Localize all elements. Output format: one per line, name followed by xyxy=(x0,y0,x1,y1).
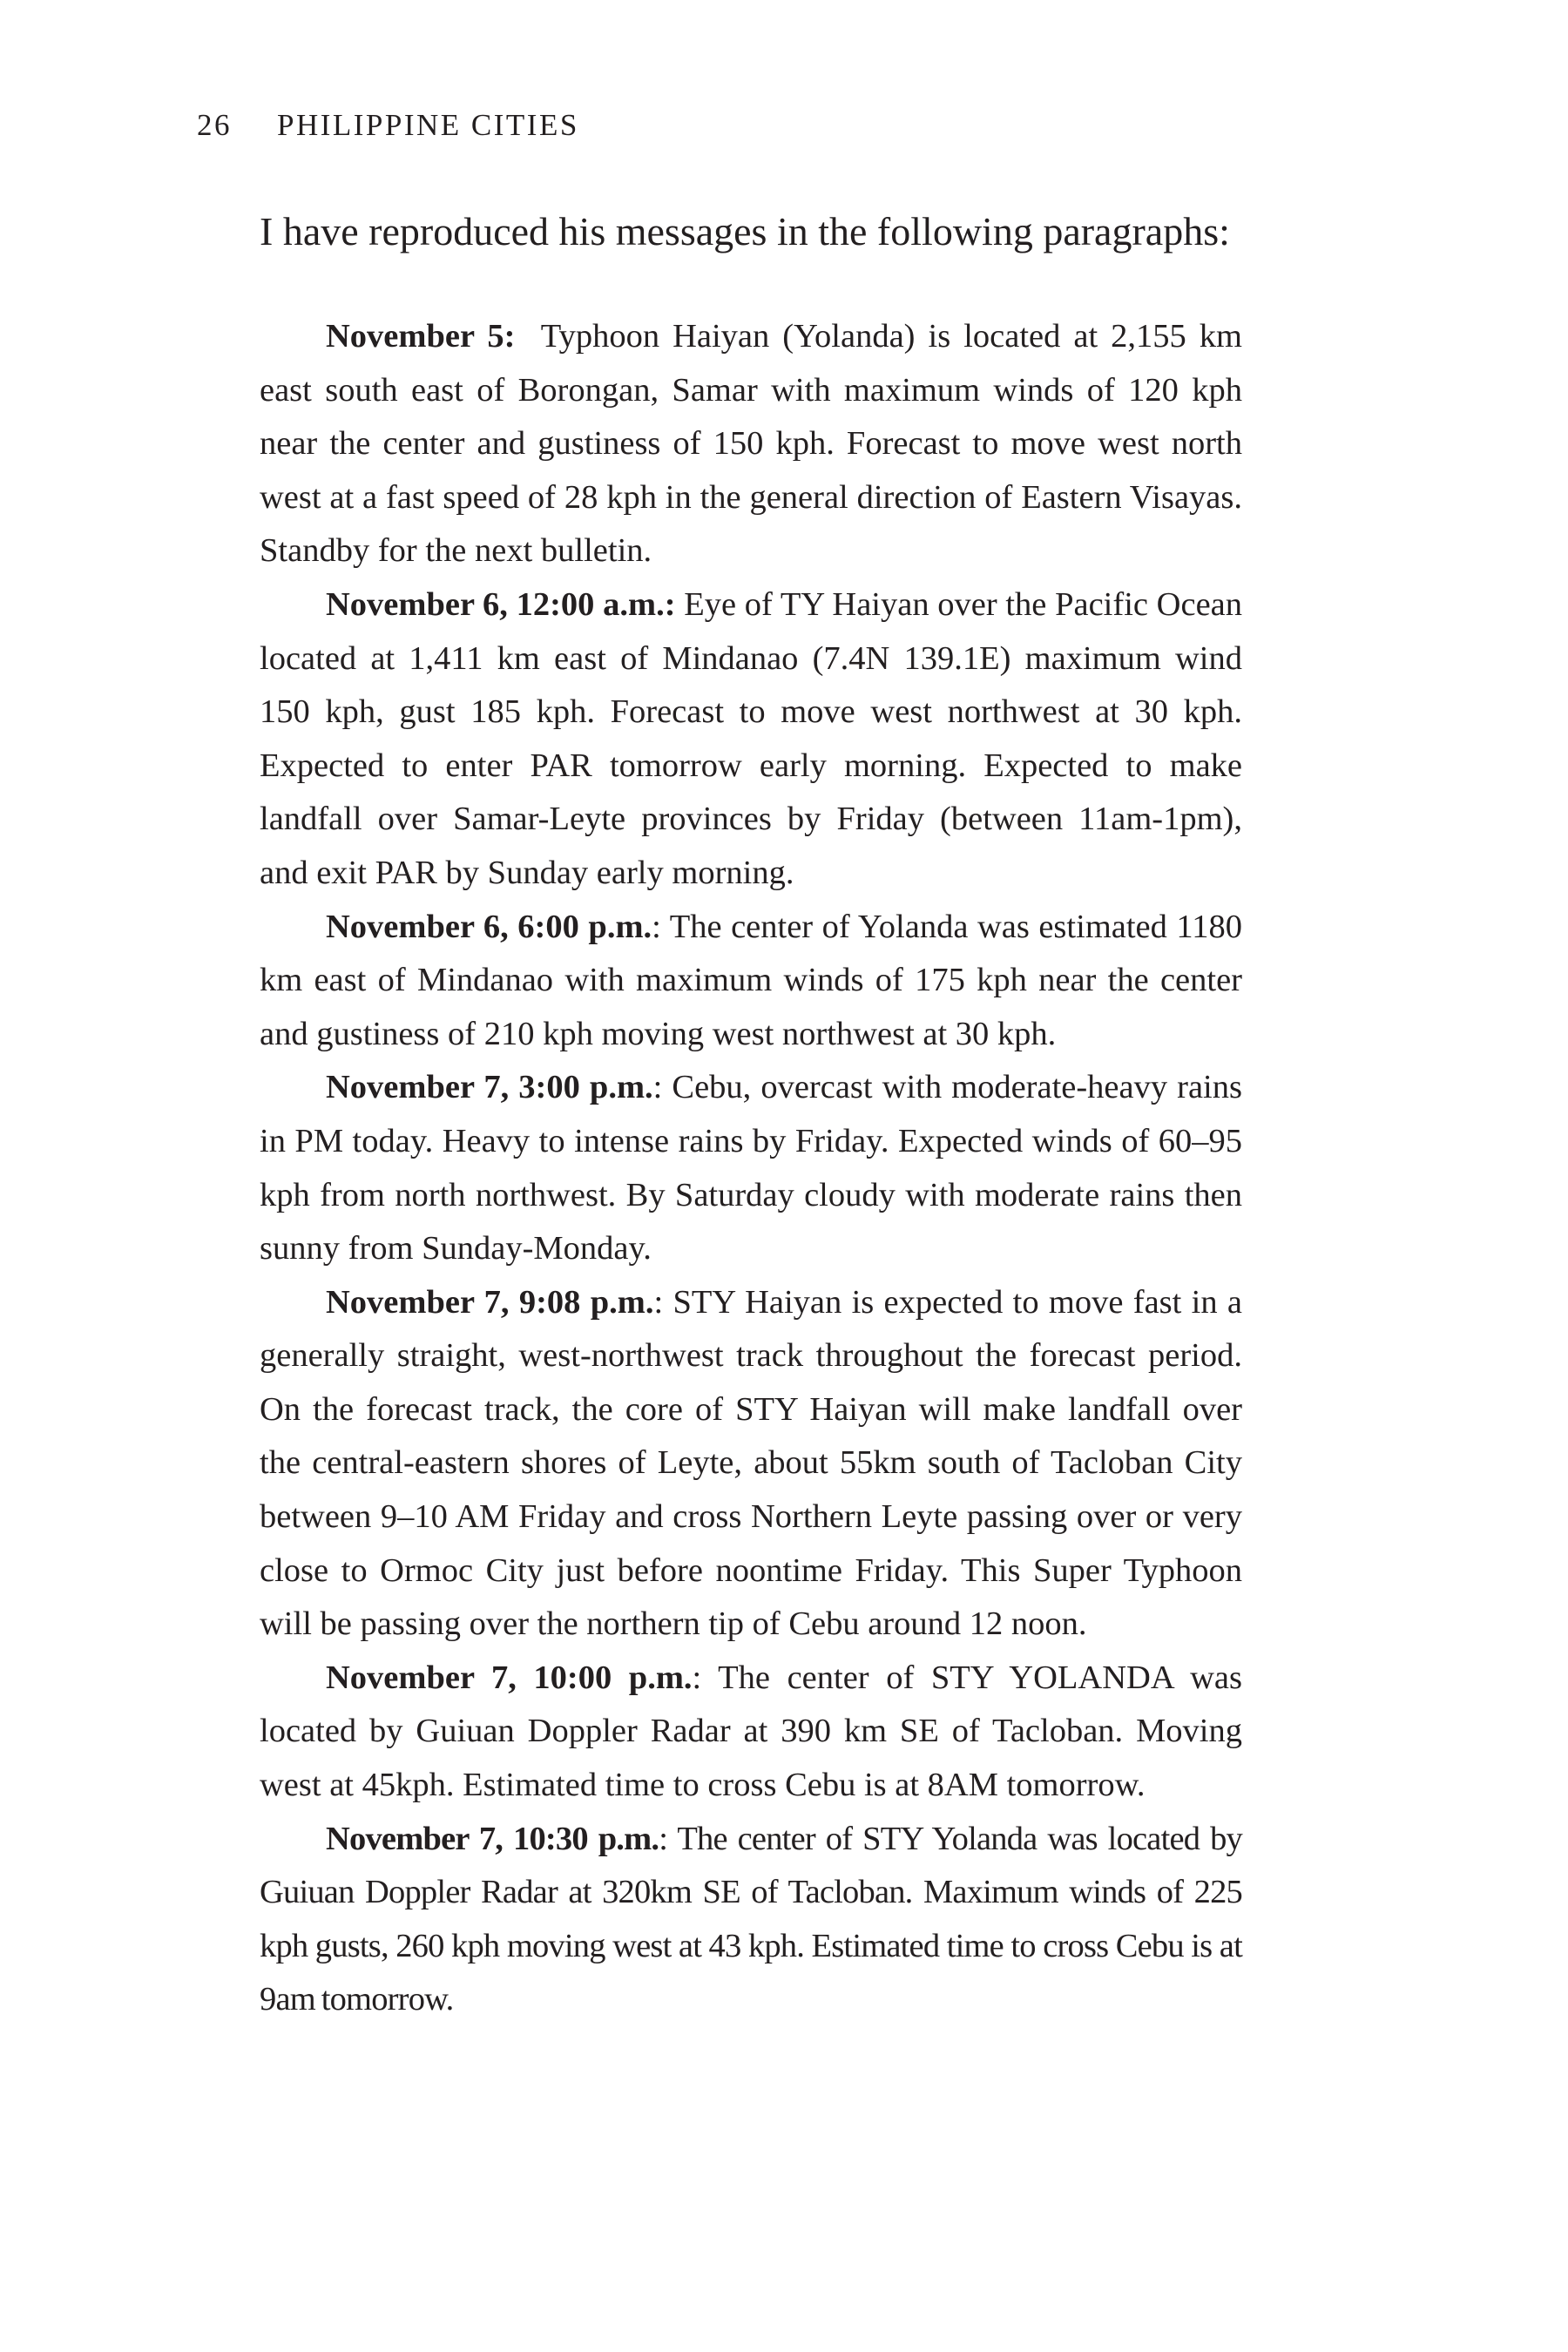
intro-paragraph: I have reproduced his messages in the following paragraphs: xyxy=(260,209,1230,253)
running-head-title: PHILIPPINE CITIES xyxy=(277,108,579,142)
bulletin-entry-nov7-908pm xyxy=(260,1276,1242,1652)
bulletin-entry-nov7-10pm xyxy=(260,1652,1242,1813)
entry-text: : Cebu, overcast with moderate-heavy rains in PM today. Heavy to intense rains by Friday. Expected winds of 60–95 kph from north northwest. By Saturday cloudy with moderate rains then sunny from Sunday-Monday. xyxy=(260,1069,1242,1267)
entry-text: : The center of STY YOLANDA was located by Guiuan Doppler Radar at 390 km SE of Tacloban. Moving west at 45kph. Estimated time to cross Cebu is at 8AM tomorrow. xyxy=(260,1659,1242,1804)
entry-text: Typhoon Haiyan (Yolanda) is located at 2,155 km east south east of Borongan, Samar with maximum winds of 120 kph near the center and gustiness of 150 kph. Forecast to move west north west at a fast speed of 28 kph in the general direction of Eastern Visayas. Standby for the next bulletin. xyxy=(260,318,1242,570)
entry-date: November 7, 3:00 p.m. xyxy=(326,1069,653,1106)
page-number: 26 xyxy=(197,108,232,142)
bulletin-entry-nov7-1030pm xyxy=(260,1813,1242,2027)
entry-date: November 7, 10:30 p.m. xyxy=(326,1820,659,1857)
entry-text: : STY Haiyan is expected to move fast in a generally straight, west-northwest track throughout the forecast period. On the forecast track, the core of STY Haiyan will make landfall over the central-eastern shores of Leyte, about 55km south of Tacloban City between 9–10 AM Friday and cross Northern Leyte passing over or very close to Ormoc City just before noontime Friday. This Super Typhoon will be passing over the northern tip of Cebu around 12 noon. xyxy=(260,1283,1242,1643)
bulletin-entry-nov7-afternoon xyxy=(260,1061,1242,1275)
entry-date: November 7, 9:08 p.m. xyxy=(326,1283,654,1321)
bulletin-entry-nov6-evening xyxy=(260,901,1242,1062)
bulletin-entries xyxy=(260,310,1242,2027)
entry-date: November 5: xyxy=(326,318,516,355)
entry-text: : The center of STY Yolanda was located by Guiuan Doppler Radar at 320km SE of Tacloban. Maximum winds of 225 kph gusts, 260 kph moving west at 43 kph. Estimated time to cross Cebu is at 9am tomorrow. xyxy=(260,1820,1243,2018)
entry-text: Eye of TY Haiyan over the Pacific Ocean located at 1,411 km east of Mindanao (7.4N 139.1E) maximum wind 150 kph, gust 185 kph. Forecast to move west northwest at 30 kph. Expected to enter PAR tomorrow early morning. Expected to make landfall over Samar-Leyte provinces by Friday (between 11am-1pm), and exit PAR by Sunday early morning. xyxy=(260,585,1242,891)
entry-date: November 7, 10:00 p.m. xyxy=(326,1659,693,1696)
running-head xyxy=(197,103,579,148)
entry-text: : The center of Yolanda was estimated 1180 km east of Mindanao with maximum winds of 175 kph near the center and gustiness of 210 kph moving west northwest at 30 kph. xyxy=(260,908,1242,1052)
entry-date: November 6, 6:00 p.m. xyxy=(326,908,652,945)
entry-date: November 6, 12:00 a.m.: xyxy=(326,585,676,623)
bulletin-entry-nov6-midnight xyxy=(260,578,1242,901)
bulletin-entry-nov5 xyxy=(260,310,1242,578)
